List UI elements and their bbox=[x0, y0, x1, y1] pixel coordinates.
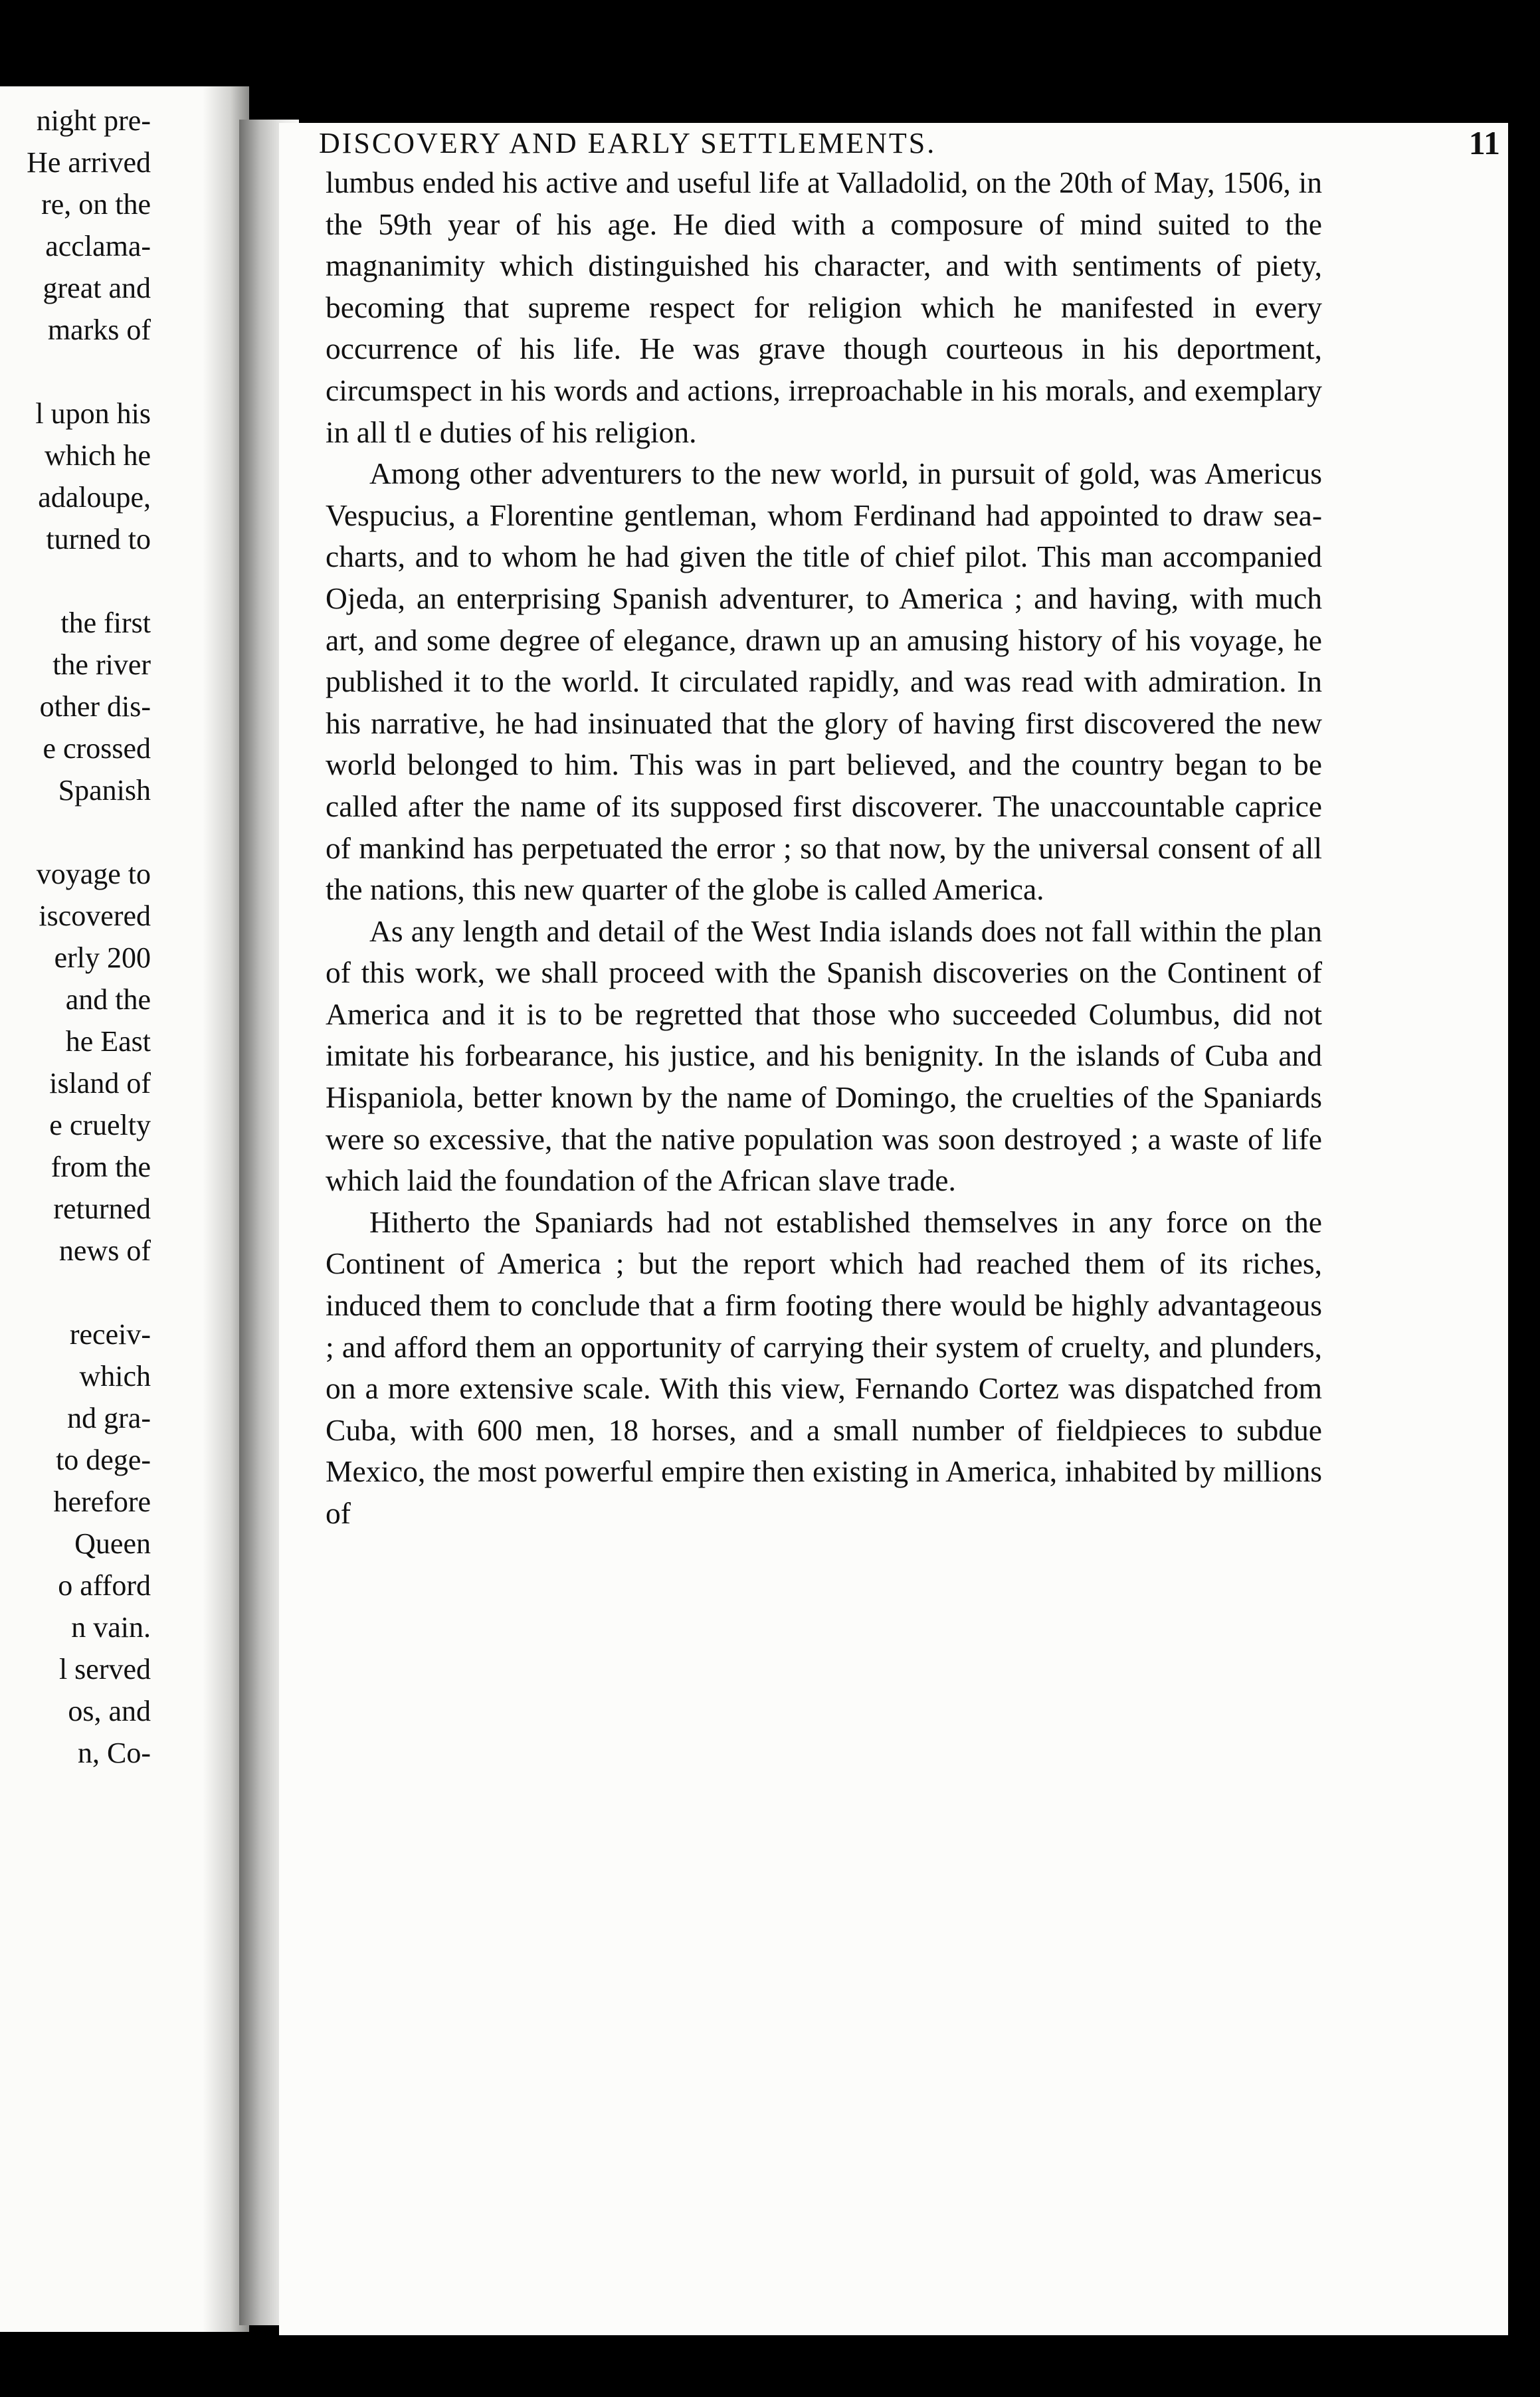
left-page-fragment: to dege- bbox=[56, 1444, 151, 1476]
left-page-fragment: o afford bbox=[58, 1569, 151, 1602]
left-page-fragment: iscovered bbox=[39, 900, 151, 932]
left-page-fragment: from the bbox=[50, 1151, 151, 1183]
paragraph-1: lumbus ended his active and useful life at Valladolid, on the 20th of May, 1506, in the 59th year of his age. He died with a composure of mind suited to the magnanimity which distinguished his character, and with sentiments of piety, becoming that supreme respect for religion which he manifested in every occurrence of his life. He was grave though courteous in his deportment, circumspect in his words and actions, irreproachable in his morals, and exemplary in all tl e duties of his religion. bbox=[326, 165, 1322, 449]
left-page-fragment: voyage to bbox=[36, 858, 151, 890]
left-page-fragment: news of bbox=[58, 1234, 151, 1267]
left-page-fragment: He arrived bbox=[27, 146, 151, 179]
left-page-fragment: returned bbox=[53, 1193, 151, 1225]
left-page-fragment: erly 200 bbox=[54, 941, 151, 974]
left-page-fragment: e cruelty bbox=[49, 1109, 151, 1141]
paragraph-2: Among other adventurers to the new world, in pursuit of gold, was Americus Vespucius, a Florentine gentleman, whom Ferdinand had appointed to draw sea-charts, and to whom he had given the title of chief pilot. This man accompanied Ojeda, an enterprising Spanish adventurer, to America ; and having, with much art, and some degree of elegance, drawn up an amusing history of his voyage, he published it to the world. It circulated rapidly, and was read with admiration. In his narrative, he had insinuated that the glory of having first discovered the new world belonged to him. This was in part believed, and the country began to be called after the name of its supposed first discoverer. The unaccountable caprice of mankind has perpetuated the error ; so that now, by the universal consent of all the nations, this new quarter of the globe is called America. bbox=[326, 456, 1322, 907]
left-page-fragment: os, and bbox=[68, 1695, 151, 1727]
page-body bbox=[326, 162, 1322, 1535]
left-page-fragment: marks of bbox=[47, 314, 151, 346]
left-page-fragment: re, on the bbox=[41, 188, 151, 221]
left-page bbox=[0, 86, 249, 2332]
left-page-fragment: other dis- bbox=[39, 690, 151, 723]
page-number: 11 bbox=[1468, 124, 1500, 161]
left-page-fragment: and the bbox=[65, 983, 151, 1016]
left-page-fragment: turned to bbox=[46, 523, 151, 555]
left-page-fragment: l served bbox=[58, 1653, 151, 1685]
paragraph-4: Hitherto the Spaniards had not established themselves in any force on the Continent of America ; but the report which had reached them of its riches, induced them to conclude that a firm footing there would be highly advantageous ; and afford them an opportunity of carrying their system of cruelty, and plunders, on a more extensive scale. With this view, Fernando Cortez was dispatched from Cuba, with 600 men, 18 horses, and a small number of fieldpieces to subdue Mexico, the most powerful empire then existing in America, inhabited by millions of bbox=[326, 1204, 1322, 1530]
running-head-title: DISCOVERY AND EARLY SETTLEMENTS. bbox=[319, 127, 937, 159]
left-page-fragment: Spanish bbox=[58, 774, 151, 807]
left-page-fragment: the first bbox=[60, 607, 151, 639]
left-page-fragment: receiv- bbox=[69, 1318, 151, 1351]
left-page-fragment: the river bbox=[52, 648, 151, 681]
left-page-fragment: Queen bbox=[74, 1527, 151, 1560]
left-page-fragment: adaloupe, bbox=[38, 481, 151, 514]
left-page-fragment: which he bbox=[44, 439, 151, 472]
left-page-fragment: n vain. bbox=[71, 1611, 151, 1644]
left-page-fragment: he East bbox=[65, 1025, 151, 1058]
left-page-fragment: island of bbox=[49, 1067, 151, 1100]
left-page-fragment: night pre- bbox=[36, 104, 151, 137]
left-page-fragment: herefore bbox=[53, 1486, 151, 1518]
left-page-fragment: e crossed bbox=[43, 732, 151, 765]
left-page-fragment: nd gra- bbox=[67, 1402, 151, 1434]
left-page-fragment: n, Co- bbox=[78, 1737, 151, 1769]
left-page-fragment: which bbox=[79, 1360, 151, 1392]
paragraph-3: As any length and detail of the West India islands does not fall within the plan of this work, we shall proceed with the Spanish discoveries on the Continent of America and it is to be regretted that those who succeeded Columbus, did not imitate his forbearance, his justice, and his benignity. In the islands of Cuba and Hispaniola, better known by the name of Domingo, the cruelties of the Spaniards were so excessive, that the native population was soon destroyed ; a waste of life which laid the foundation of the African slave trade. bbox=[326, 913, 1322, 1198]
left-page-fragment: acclama- bbox=[45, 230, 151, 262]
left-page-fragment: great and bbox=[43, 272, 151, 304]
left-page-fragment: l upon his bbox=[35, 397, 151, 430]
